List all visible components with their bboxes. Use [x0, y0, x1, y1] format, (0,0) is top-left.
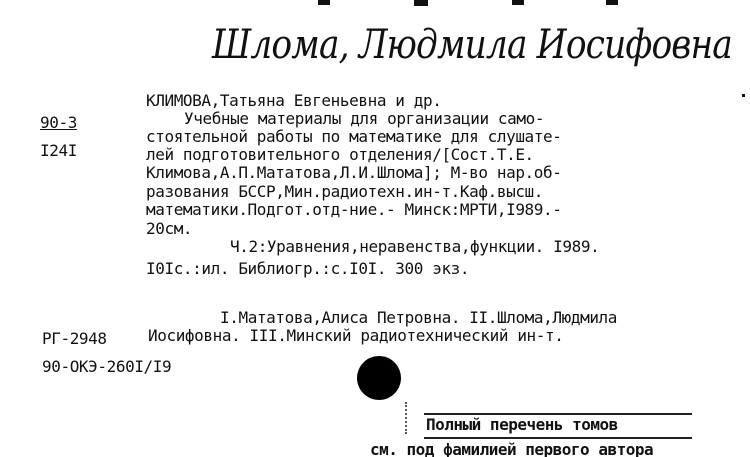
part-line: I0Iс.:ил. Библиогр.:с.I0I. 300 экз. [146, 259, 470, 278]
punch-hole [357, 356, 401, 400]
stamp-text: Полный перечень томов [426, 415, 618, 434]
card-edge-mark [742, 94, 745, 97]
entry-body-line: 20см. [146, 219, 193, 238]
entry-body-line: Климова,А.П.Мататова,Л.И.Шлома]; М-во нар.об- [146, 163, 562, 182]
card-edge-mark [512, 0, 524, 5]
first-author-stamp: см. под фамилией первого автора [370, 440, 654, 457]
entry-body-line: математики.Подгот.отд-ние.- Минск:МРТИ,I989.- [146, 200, 562, 219]
card-guide-line [405, 402, 409, 434]
handwritten-author-heading: Шлома, Людмила Иосифовна [212, 22, 732, 68]
shelf-number: I24I [40, 141, 77, 160]
part-line: Ч.2:Уравнения,неравенства,функции. I989. [230, 237, 600, 256]
tracings-line: I.Мататова,Алиса Петровна. II.Шлома,Людмила [220, 308, 618, 327]
card-edge-mark [414, 0, 428, 6]
volumes-stamp [424, 413, 692, 439]
tracings-line: Иосифовна. III.Минский радиотехнический ин-т. [148, 326, 564, 345]
registry-code: РГ-2948 [42, 329, 107, 348]
accession-number: 90-ОКЭ-260I/I9 [42, 357, 172, 376]
entry-body-line: разования БССР,Мин.радиотехн.ин-т.Каф.высш. [146, 182, 544, 201]
card-edge-mark [318, 0, 330, 5]
entry-body-line: лей подготовительного отделения/[Сост.Т.Е. [146, 145, 534, 164]
entry-body-line: стоятельной работы по математике для слушате- [146, 127, 562, 146]
card-edge-mark [606, 0, 618, 5]
entry-body-line: Учебные материалы для организации само- [184, 109, 545, 128]
shelf-mark: 90-3 [40, 113, 77, 132]
entry-heading: КЛИМОВА,Татьяна Евгеньевна и др. [146, 91, 442, 110]
